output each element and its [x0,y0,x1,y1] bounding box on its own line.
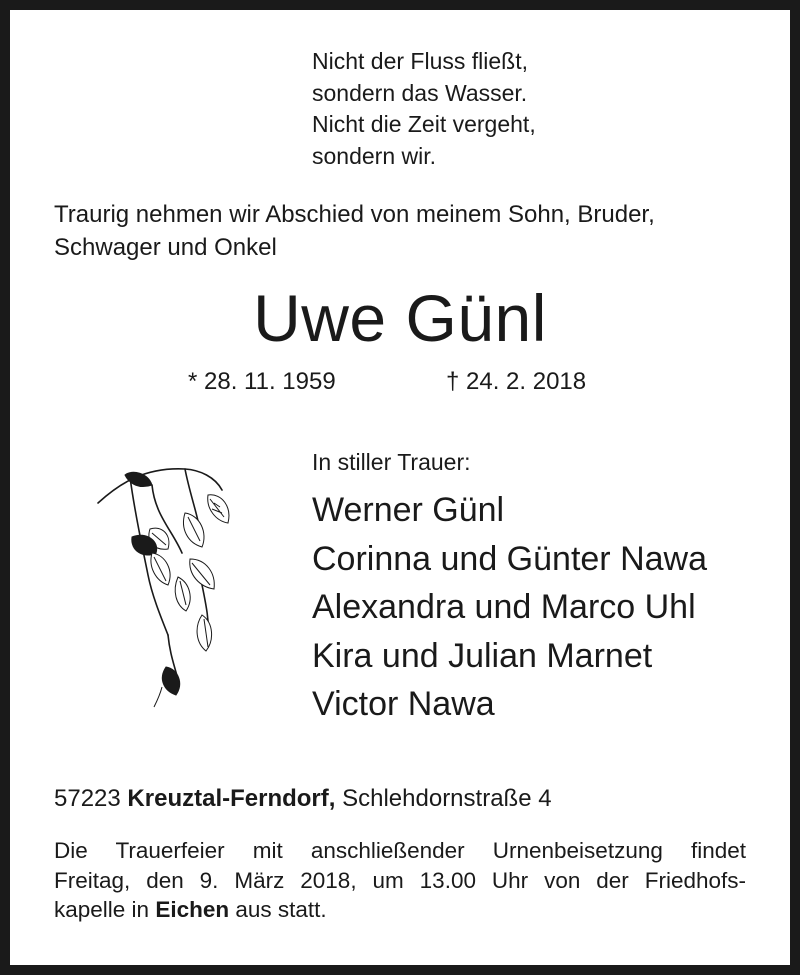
funeral-line: Freitag, den 9. März 2018, um 13.00 Uhr von der Friedhofs- [54,867,746,893]
poem [312,46,536,172]
poem-line: Nicht der Fluss fließt, [312,48,528,74]
intro-text [54,198,774,264]
address-street: Schlehdornstraße 4 [342,785,552,812]
deceased-name: Uwe Günl [253,281,547,355]
death-date: † 24. 2. 2018 [446,368,587,395]
birch-branch-icon [90,455,250,715]
funeral-place: Eichen [155,897,230,922]
address [54,783,552,815]
funeral-text: aus statt. [235,897,327,922]
mourner-name: Kira und Julian Marnet [312,636,653,675]
mourners-list [312,486,707,729]
funeral-text: kapelle in [54,897,150,922]
intro-line: Traurig nehmen wir Abschied von meinem Sohn, Bruder, [54,201,655,228]
mourner-name: Werner Günl [312,491,505,529]
poem-line: Nicht die Zeit vergeht, [312,111,536,137]
poem-line: sondern wir. [312,142,437,169]
intro-line: Schwager und Onkel [54,234,277,261]
address-city: Kreuztal-Ferndorf, [127,785,336,812]
address-zip: 57223 [54,785,121,812]
mourning-label: In stiller Trauer: [312,449,471,475]
mourner-name: Victor Nawa [312,685,495,723]
funeral-info [54,836,746,925]
poem-line: sondern das Wasser. [312,79,528,106]
birth-date: * 28. 11. 1959 [188,368,336,395]
funeral-line: Die Trauerfeier mit anschließender Urnenbeisetzung findet [54,838,746,863]
mourner-name: Alexandra und Marco Uhl [312,588,696,626]
mourner-name: Corinna und Günter Nawa [312,539,708,578]
funeral-line [54,895,746,925]
